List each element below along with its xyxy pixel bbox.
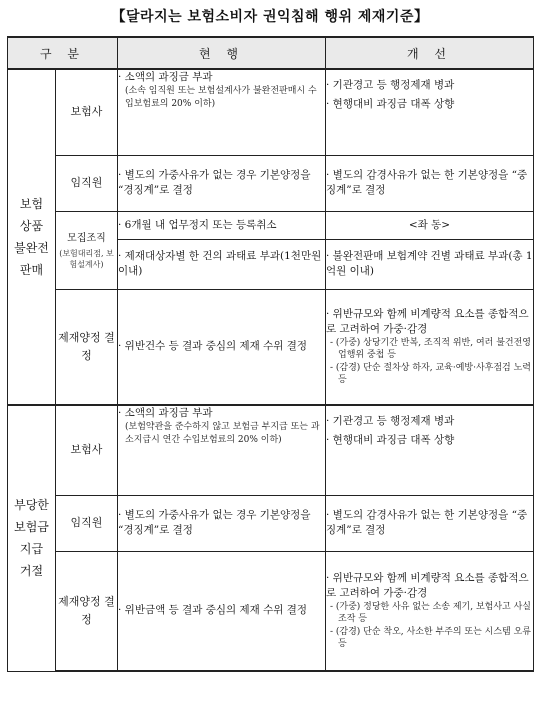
table-header-row	[8, 37, 534, 69]
improved-cell	[326, 155, 534, 211]
current-cell	[118, 211, 326, 239]
table-body	[8, 69, 534, 671]
group-label-line: 판매	[19, 263, 44, 277]
row-label-employees	[56, 155, 118, 211]
header-current: 현 행	[118, 37, 326, 69]
header-improved: 개 선	[326, 37, 534, 69]
row-label-sanction-decision	[56, 551, 118, 671]
improved-cell	[326, 289, 534, 405]
table-row	[8, 69, 534, 155]
group-label-line: 지급	[19, 542, 44, 557]
row-label-sales-org	[56, 211, 118, 289]
improved-cell	[326, 551, 534, 671]
row-label-insurer	[56, 405, 118, 495]
row-label-insurer	[56, 69, 118, 155]
current-cell	[118, 69, 326, 155]
row-label-text: 제재양정 결정	[58, 594, 115, 626]
improved-line: · 별도의 감경사유가 없는 한 기본양정을 “중징계”로 결정	[326, 169, 528, 196]
group-label-line: 보험	[19, 197, 44, 211]
current-line: · 위반금액 등 결과 중심의 제재 수위 결정	[118, 604, 307, 617]
group-label-line: 상품	[19, 219, 44, 233]
sanctions-table	[7, 36, 534, 672]
improved-line: · 불완전판매 보험계약 건별 과태료 부과(총 1억원 이내)	[326, 250, 533, 277]
current-line: · 위반건수 등 결과 중심의 제재 수위 결정	[118, 340, 307, 353]
current-line: · 소액의 과징금 부과	[118, 407, 213, 419]
current-line: · 별도의 가중사유가 없는 경우 기본양정을 “경징계”로 결정	[118, 169, 311, 196]
table-row	[8, 495, 534, 551]
header-category: 구 분	[8, 37, 118, 69]
improved-line: · 기관경고 등 행정제재 병과	[326, 79, 455, 91]
improved-sub-bullet: - (가중) 정당한 사유 없는 소송 제기, 보험사고 사실 조작 등	[330, 601, 531, 625]
current-cell	[118, 289, 326, 405]
row-label-text: 보험사	[70, 105, 103, 119]
current-line: · 소액의 과징금 부과	[118, 71, 213, 83]
current-cell	[118, 495, 326, 551]
improved-cell	[326, 495, 534, 551]
group-label-mis-selling	[8, 69, 56, 405]
group-label-line: 불완전	[14, 241, 49, 255]
row-label-text: 임직원	[70, 516, 103, 529]
group-label-claim-denial	[8, 405, 56, 671]
improved-line: · 위반규모와 함께 비계량적 요소를 종합적으로 고려하여 가중·감경	[326, 307, 529, 335]
improved-sub-bullet: - (감경) 단순 절차상 하자, 교육·예방·사후점검 노력 등	[330, 362, 531, 386]
row-label-text: 임직원	[70, 176, 103, 189]
improved-line: · 위반규모와 함께 비계량적 요소를 종합적으로 고려하여 가중·감경	[326, 571, 529, 599]
group-label-line: 보험금	[14, 520, 49, 535]
current-note: (보험약관을 준수하지 않고 보험금 부지급 또는 과소지급시 연간 수입보험료의 20% 이하)	[125, 422, 320, 445]
table-row	[8, 551, 534, 671]
current-line: · 6개월 내 업무정지 또는 등록취소	[118, 218, 277, 231]
row-label-text: 제재양정 결정	[58, 330, 115, 362]
current-line: · 별도의 가중사유가 없는 경우 기본양정을 “경징계”로 결정	[118, 509, 311, 536]
group-label-line: 부당한	[14, 498, 49, 513]
current-cell	[118, 405, 326, 495]
group-label-line: 거절	[19, 564, 44, 579]
improved-line: · 별도의 감경사유가 없는 한 기본양정을 “중징계”로 결정	[326, 509, 528, 536]
improved-same-as-left: <좌 동>	[408, 218, 451, 231]
current-cell	[118, 155, 326, 211]
improved-cell	[326, 69, 534, 155]
improved-line: · 현행대비 과징금 대폭 상향	[326, 98, 455, 110]
row-label-sanction-decision	[56, 289, 118, 405]
page-title: 【달라지는 보험소비자 권익침해 행위 제재기준】	[111, 9, 429, 25]
improved-sub-bullet: - (가중) 상당기간 반복, 조직적 위반, 여러 불건전영업행위 중첩 등	[330, 337, 531, 361]
table-row	[8, 211, 534, 239]
improved-line: · 현행대비 과징금 대폭 상향	[326, 434, 455, 446]
improved-sub-bullet: - (감경) 단순 착오, 사소한 부주의 또는 시스템 오류 등	[330, 626, 531, 650]
improved-cell	[326, 211, 534, 239]
row-label-text: 보험사	[70, 443, 103, 457]
current-note: (소속 임직원 또는 보험설계사가 불완전판매시 수입보험료의 20% 이하)	[125, 86, 317, 109]
row-label-employees	[56, 495, 118, 551]
table-row	[8, 155, 534, 211]
table-row	[8, 405, 534, 495]
improved-line: · 기관경고 등 행정제재 병과	[326, 415, 455, 427]
row-label-text: 모집조직	[67, 233, 106, 244]
improved-cell	[326, 239, 534, 289]
current-cell	[118, 551, 326, 671]
current-cell	[118, 239, 326, 289]
table-row	[8, 289, 534, 405]
current-line: · 제재대상자별 한 건의 과태료 부과(1천만원 이내)	[118, 250, 322, 277]
row-label-note: (보험대리점, 보험설계사)	[59, 249, 114, 269]
improved-cell	[326, 405, 534, 495]
